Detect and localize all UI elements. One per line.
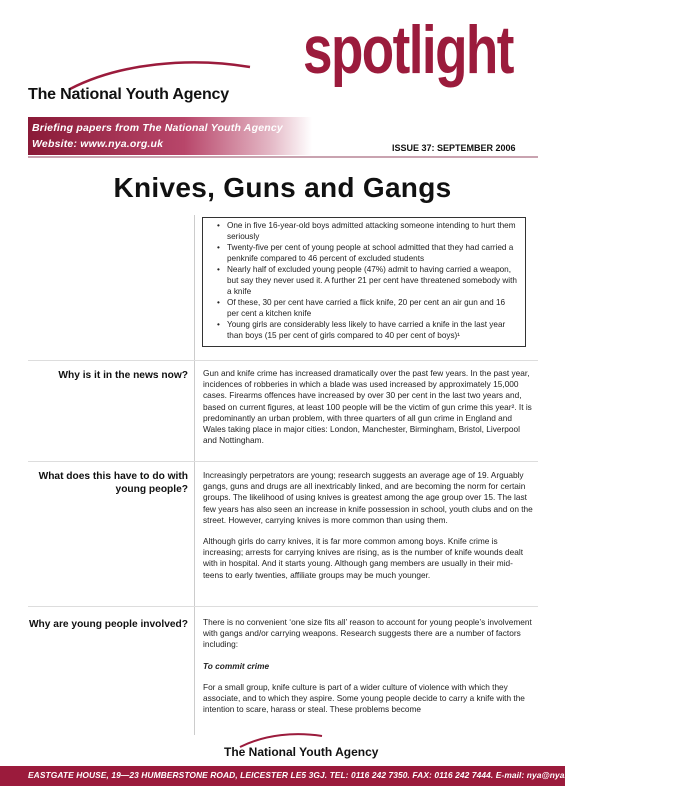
key-fact-item: • Of these, 30 per cent have carried a flick knife, 20 per cent an air gun and 16 per cent a kitchen knife <box>221 297 519 319</box>
footer-contact: EASTGATE HOUSE, 19—23 HUMBERSTONE ROAD, LEICESTER LE5 3GJ. TEL: 0116 242 7350. FAX: 0116 242 7444. E-mail: nya@nya.org.uk website: www.nya.org.uk <box>28 770 698 780</box>
paragraph: There is no convenient ‘one size fits all’ reason to account for young people’s involvement with gangs and/or carrying weapons. Research suggests there are a number of factors including: <box>203 617 532 650</box>
column-divider <box>194 215 195 735</box>
paragraph: For a small group, knife culture is part of a wider culture of violence with which they associate, and to which they aspire. Some young people decide to carry a knife with the intention to scare, harass or steal. These problems become <box>203 681 525 715</box>
org-name: The National Youth Agency <box>28 86 229 103</box>
footer-bar <box>0 766 698 786</box>
briefing-band <box>28 117 312 155</box>
paragraph: Increasingly perpetrators are young; research suggests an average age of 19. Arguably gangs, guns and drugs are all inextricably linked, and are becoming the norm for certain groups. The likelihood of using knives is greatest among the age group over 15. The last few years has also seen an increase in knife possession in school, youth clubs and on the street. However, carrying knives is more common than using them. <box>203 470 533 525</box>
section-divider <box>28 461 538 462</box>
issue-label: ISSUE 37: SEPTEMBER 2006 <box>392 143 516 153</box>
section-divider <box>28 360 538 361</box>
footer-org-name: The National Youth Agency <box>224 745 379 759</box>
section-body-young-people <box>203 470 533 591</box>
section-divider <box>28 606 538 607</box>
section-body-why-involved <box>203 617 533 725</box>
subheading-commit-crime: To commit crime <box>203 660 270 671</box>
page-title: Knives, Guns and Gangs <box>113 172 452 203</box>
paragraph: Although girls do carry knives, it is far more common among boys. Knife crime is increasing; arrests for carrying knives are rising, as is the number of knife wounds dealt with in hospital. And it starts young. Although gang members are usually in their mid-teens to early twenties, affiliate groups may be much younger. <box>203 536 524 580</box>
spotlight-logo: spotlight <box>303 12 513 88</box>
key-fact-item: • One in five 16-year-old boys admitted attacking someone intending to hurt them seriously <box>221 220 519 242</box>
key-fact-item: • Nearly half of excluded young people (47%) admit to having carried a weapon, but say they never used it. A further 21 per cent have threatened somebody with a knife <box>221 264 519 297</box>
section-heading-news: Why is it in the news now? <box>58 370 188 381</box>
key-facts-box <box>202 217 526 347</box>
band-tagline: Briefing papers from The National Youth Agency <box>32 122 283 134</box>
band-website: Website: www.nya.org.uk <box>32 138 164 150</box>
key-fact-item: • Twenty-five per cent of young people at school admitted that they had carried a penknife compared to 46 percent of excluded students <box>221 242 519 264</box>
key-fact-item: • Young girls are considerably less likely to have carried a knife in the last year than boys (15 per cent of girls compared to 40 per cent of boys)¹ <box>221 319 519 341</box>
paragraph: Gun and knife crime has increased dramatically over the past few years. In the past year, incidences of robberies in which a blade was used increased by approximately 15,000 cases. Firearms offences have increased by over 30 per cent in the last two years and, based on current figures, at least 100 people will be the victim of gun crime this year². It is predominantly an urban problem, with three quarters of all gun crime in England and Wales taking place in major cities: London, Manchester, Birmingham, Bristol, Liverpool and Nottingham. <box>203 368 532 446</box>
section-body-news <box>203 368 533 456</box>
header-divider <box>28 156 538 158</box>
section-heading-why-involved: Why are young people involved? <box>28 619 188 630</box>
section-heading-young-people: What does this have to do with young people? <box>38 471 188 495</box>
